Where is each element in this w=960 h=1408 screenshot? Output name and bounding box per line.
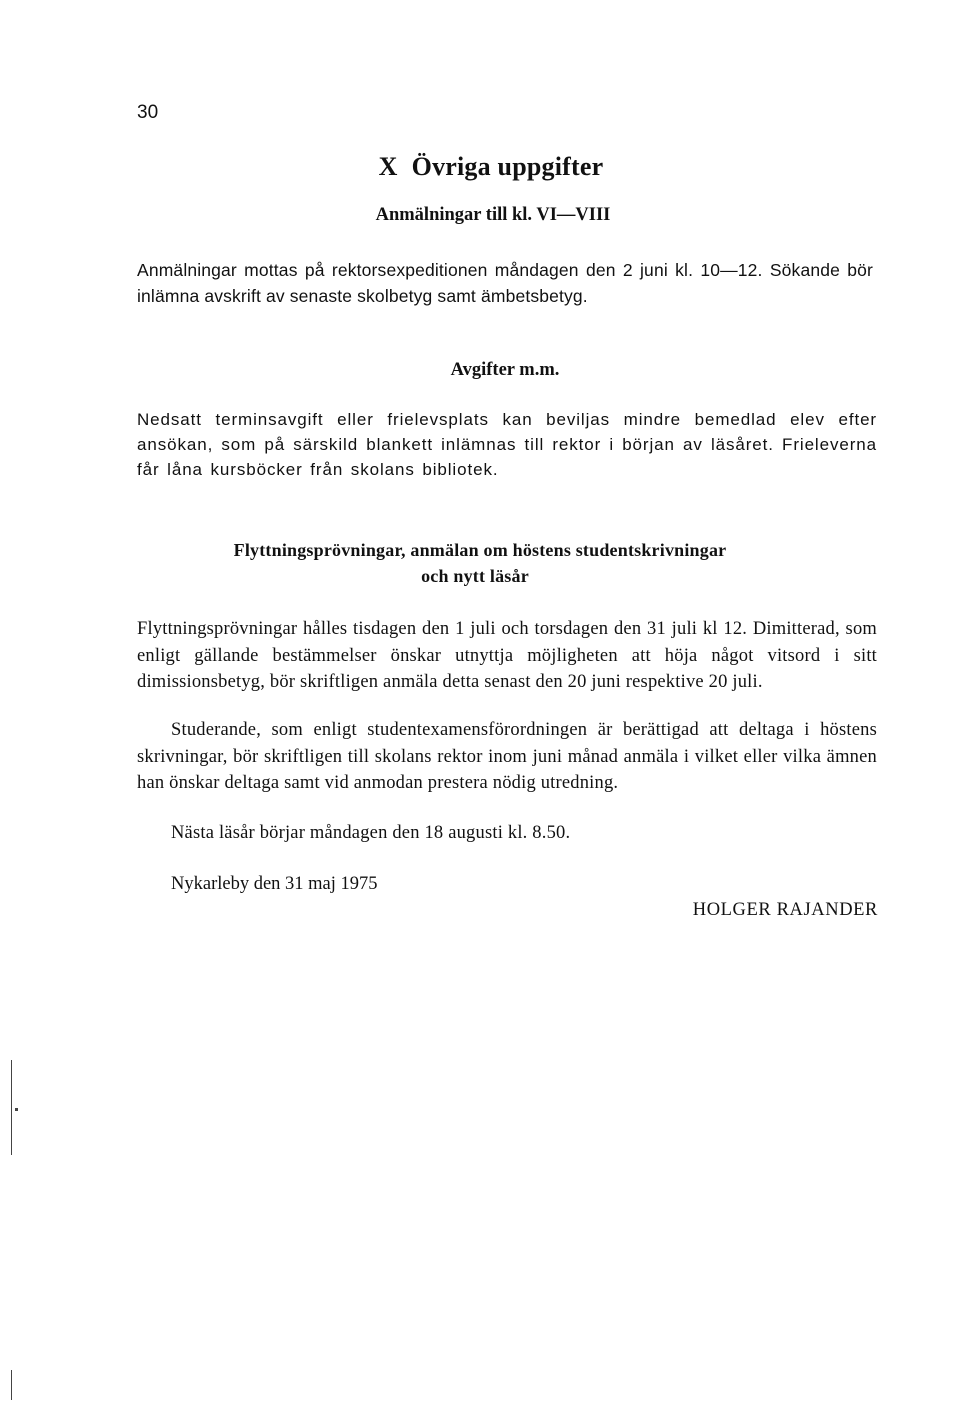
signature-name: HOLGER RAJANDER <box>692 900 878 920</box>
page-number: 30 <box>137 102 159 123</box>
paragraph-next-year: Nästa läsår börjar måndagen den 18 augusti kl. 8.50. <box>171 823 571 843</box>
scan-margin-mark <box>11 1370 12 1400</box>
chapter-title-text: Övriga uppgifter <box>411 152 604 181</box>
place-and-date: Nykarleby den 31 maj 1975 <box>171 874 378 894</box>
section-heading-registration: Anmälningar till kl. VI—VIII <box>375 205 611 225</box>
section-heading-fees: Avgifter m.m. <box>450 360 560 380</box>
chapter-title <box>0 152 960 182</box>
paragraph-registration: Anmälningar mottas på rektorsexpeditionen måndagen den 2 juni kl. 10—12. Sökande bör inlämna avskrift av senaste skolbetyg samt ämbetsbetyg. <box>137 260 873 306</box>
paragraph-student-exams: Studerande, som enligt studentexamensförordningen är berättigad att deltaga i höstens skrivningar, bör skriftligen till skolans rektor inom juni månad anmäla i vilket eller vilka ämnen han önskar deltaga samt vid anmodan prestera nödig utredning. <box>137 720 877 793</box>
paragraph-fees: Nedsatt terminsavgift eller frielevsplats kan beviljas mindre bemedlad elev efter ansökan, som på särskild blankett inlämnas till rektor i början av läsåret. Frieleverna får låna kursböcker från skolans bibliotek. <box>137 410 877 479</box>
scan-margin-mark <box>15 1108 18 1111</box>
section-heading-exams-line1: Flyttningsprövningar, anmälan om höstens studentskrivningar <box>233 540 727 560</box>
chapter-number: X <box>378 152 398 181</box>
scan-margin-mark <box>11 1060 12 1155</box>
section-heading-exams-line2: och nytt läsår <box>421 566 529 586</box>
paragraph-exams-schedule: Flyttningsprövningar hålles tisdagen den 1 juli och torsdagen den 31 juli kl 12. Dimitterad, som enligt gällande bestämmelser önskar utnyttja möjligheten att höja något vitsord i sitt dimissionsbetyg, bör skriftligen anmäla detta senast den 20 juni respektive 20 juli. <box>137 619 877 692</box>
